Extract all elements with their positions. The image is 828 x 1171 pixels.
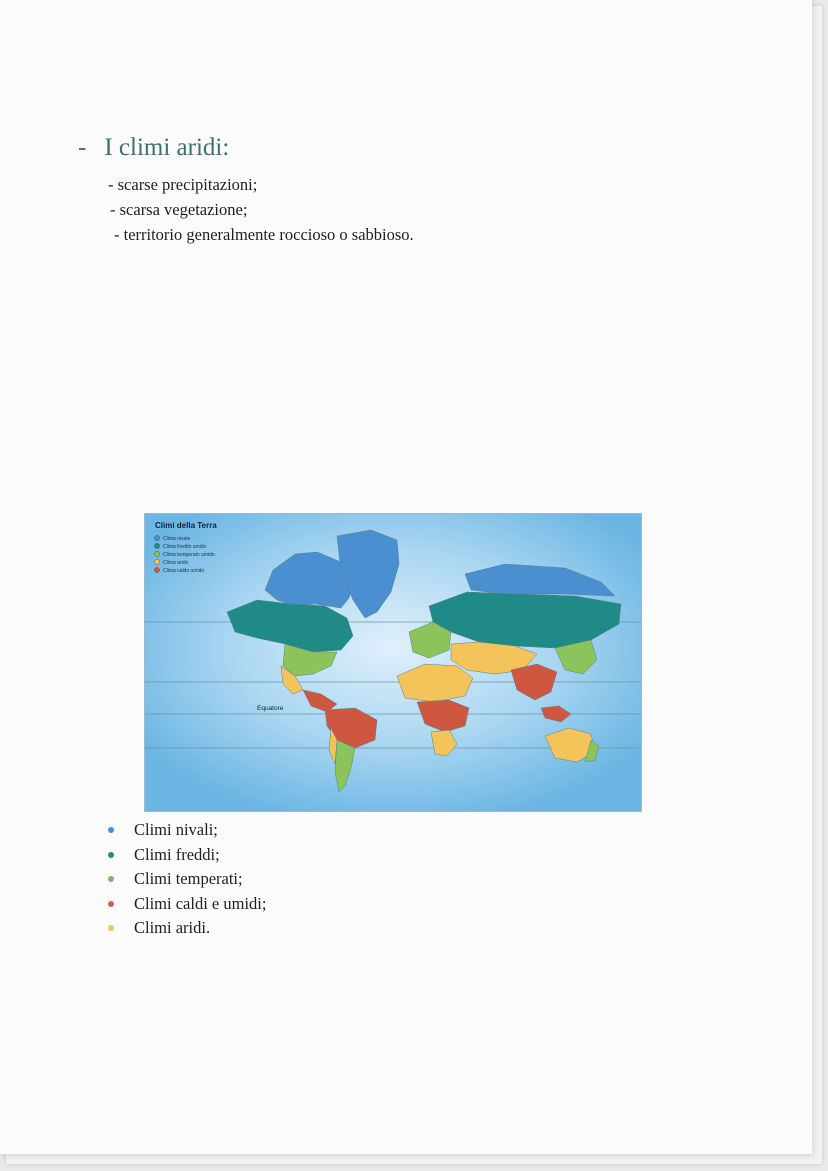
legend-swatch	[154, 543, 159, 548]
legend-label: Clima freddo umido	[163, 544, 207, 550]
section-heading	[78, 134, 229, 162]
legend-swatch	[154, 559, 159, 564]
bullet-dot	[108, 925, 114, 931]
climate-list	[108, 818, 266, 941]
legend-swatch	[154, 551, 159, 556]
climate-label: Climi freddi;	[134, 844, 220, 864]
legend-swatch	[154, 567, 159, 572]
world-map-svg	[145, 514, 641, 811]
legend-label: Clima nivale	[163, 536, 191, 542]
legend-label: Clima caldo umido	[163, 568, 205, 574]
characteristic-item: - scarse precipitazioni;	[108, 175, 258, 194]
climate-list-item	[108, 867, 266, 892]
legend-label: Clima arido	[163, 560, 189, 566]
equator-label: Equatore	[257, 705, 284, 712]
climate-world-map	[144, 513, 642, 812]
climate-list-item	[108, 818, 266, 843]
characteristics-list	[108, 172, 414, 247]
climate-label: Climi caldi e umidi;	[134, 893, 267, 913]
climate-label: Climi aridi.	[134, 918, 211, 937]
climate-list-item	[108, 916, 266, 941]
climate-list-item	[108, 892, 266, 917]
legend-swatch	[154, 535, 159, 540]
heading-dash: -	[78, 134, 87, 161]
map-title: Climi della Terra	[155, 521, 217, 530]
characteristic-item: - territorio generalmente roccioso o sabbioso.	[114, 225, 414, 244]
bullet-dot	[108, 876, 114, 882]
bullet-dot	[108, 827, 114, 833]
bullet-dot	[108, 852, 114, 858]
climate-label: Climi nivali;	[134, 820, 218, 839]
climate-list-item	[108, 843, 266, 868]
heading-title: I climi aridi:	[104, 134, 230, 161]
bullet-dot	[108, 901, 114, 907]
characteristic-item: - scarsa vegetazione;	[110, 200, 248, 219]
legend-label: Clima temperato umido	[163, 552, 215, 558]
climate-label: Climi temperati;	[134, 869, 243, 888]
